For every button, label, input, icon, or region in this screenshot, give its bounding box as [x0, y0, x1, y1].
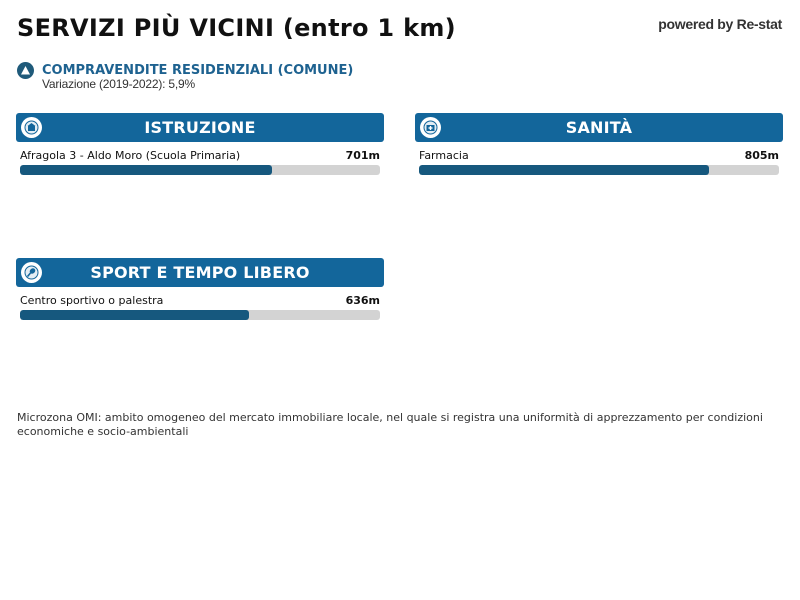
distance-bar-track	[419, 165, 779, 175]
compravendite-title: COMPRAVENDITE RESIDENZIALI (COMUNE)	[42, 63, 354, 78]
istruzione-header	[16, 113, 384, 142]
service-row	[415, 148, 783, 168]
omi-footnote: Microzona OMI: ambito omogeneo del mercato immobiliare locale, nel quale si registra una uniformità di apprezzamento per condizioni economiche e socio-ambientali	[17, 411, 763, 438]
triangle-up-icon	[17, 62, 34, 79]
service-distance: 701m	[345, 149, 380, 162]
sanita-title: SANITÀ	[565, 118, 633, 137]
istruzione-title: ISTRUZIONE	[144, 118, 256, 137]
distance-bar-track	[20, 310, 380, 320]
service-name: Afragola 3 - Aldo Moro (Scuola Primaria)	[20, 149, 241, 162]
istruzione-card	[16, 113, 384, 168]
service-name: Centro sportivo o palestra	[20, 294, 164, 307]
sport-title: SPORT E TEMPO LIBERO	[90, 263, 310, 282]
service-distance: 805m	[744, 149, 779, 162]
sanita-header	[415, 113, 783, 142]
distance-bar-fill	[419, 165, 709, 175]
distance-bar-fill	[20, 165, 272, 175]
page-title: SERVIZI PIÙ VICINI (entro 1 km)	[17, 14, 456, 42]
sport-card	[16, 258, 384, 313]
service-name: Farmacia	[419, 149, 469, 162]
compravendite-variation: Variazione (2019-2022): 5,9%	[42, 77, 195, 91]
service-row	[16, 293, 384, 313]
powered-by-label: powered by Re-stat	[658, 16, 782, 32]
distance-bar-track	[20, 165, 380, 175]
distance-bar-fill	[20, 310, 249, 320]
service-row	[16, 148, 384, 168]
sport-header	[16, 258, 384, 287]
sanita-card	[415, 113, 783, 168]
service-distance: 636m	[345, 294, 380, 307]
